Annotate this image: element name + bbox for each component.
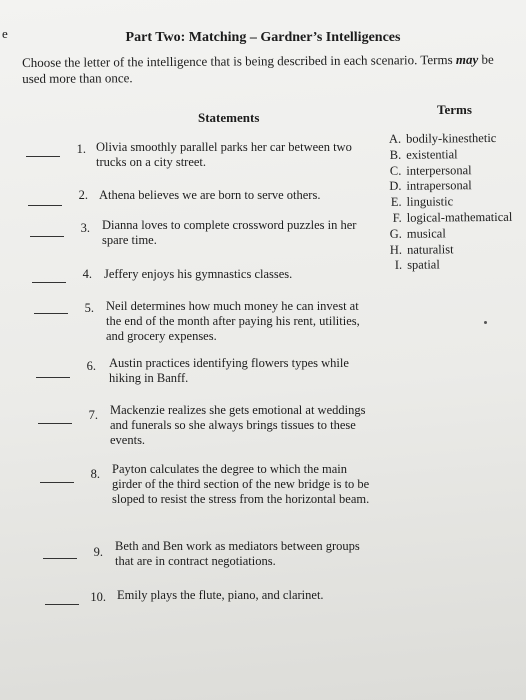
statement-text: Payton calculates the degree to which the main girder of the third section of the new bridge is to be sloped to resist the stress from the horizontal beam. <box>112 462 370 506</box>
term-item <box>377 241 513 258</box>
term-item <box>377 194 513 211</box>
term-item <box>376 147 512 164</box>
statements-header: Statements <box>198 110 260 125</box>
statement-text: Athena believes we are born to serve others. <box>99 188 321 202</box>
answer-blank[interactable] <box>45 604 79 605</box>
answer-blank[interactable] <box>26 156 60 157</box>
term-letter: A. <box>388 131 402 146</box>
instructions-emphasis: may <box>455 51 479 67</box>
term-letter: D. <box>389 179 402 194</box>
term-letter: E. <box>390 194 402 210</box>
statement-number: 10. <box>90 590 106 604</box>
term-label: spatial <box>407 257 440 273</box>
term-item <box>377 226 513 243</box>
statement-text: Neil determines how much money he can invest at the end of the month after paying his rent, utilities, and grocery expenses. <box>106 299 360 343</box>
term-label: linguistic <box>406 194 454 209</box>
term-item <box>377 257 513 274</box>
answer-blank[interactable] <box>32 282 66 283</box>
answer-blank[interactable] <box>30 236 64 237</box>
statement-number: 6. <box>86 359 96 373</box>
answer-blank[interactable] <box>34 313 68 314</box>
statement-text: Beth and Ben work as mediators between groups that are in contract negotiations. <box>115 539 360 568</box>
answer-blank[interactable] <box>28 205 62 206</box>
statement-text: Austin practices identifying flowers types while hiking in Banff. <box>109 356 349 385</box>
term-label: bodily-kinesthetic <box>405 130 497 146</box>
terms-list <box>376 131 513 274</box>
term-letter: I. <box>394 258 403 273</box>
term-label: intrapersonal <box>406 178 472 194</box>
statement-text: Dianna loves to complete crossword puzzles in her spare time. <box>102 218 357 247</box>
statement-number: 5. <box>84 301 94 315</box>
statement-number: 7. <box>88 408 98 422</box>
term-item <box>376 131 512 148</box>
answer-blank[interactable] <box>38 423 72 424</box>
corner-mark: e <box>2 26 8 41</box>
term-item <box>376 162 512 179</box>
answer-blank[interactable] <box>40 482 74 483</box>
terms-header: Terms <box>437 102 472 117</box>
term-label: existential <box>406 147 458 162</box>
term-label: musical <box>406 226 446 241</box>
term-label: interpersonal <box>406 162 472 178</box>
term-item <box>376 178 512 195</box>
page-title: Part Two: Matching – Gardner’s Intelligences <box>125 30 401 45</box>
term-letter: B. <box>389 147 402 162</box>
statement-number: 9. <box>93 545 103 559</box>
statement-number: 4. <box>82 267 92 281</box>
term-letter: C. <box>389 163 402 178</box>
instructions-text-1: Choose the letter of the intelligence that is being described in each scenario. Terms <box>22 51 456 70</box>
term-label: naturalist <box>406 241 454 257</box>
statement-number: 1. <box>76 142 86 156</box>
term-label: logical-mathematical <box>406 209 513 225</box>
term-item <box>377 210 513 227</box>
term-letter: H. <box>389 242 403 257</box>
speck <box>484 321 487 324</box>
term-letter: G. <box>389 226 402 241</box>
answer-blank[interactable] <box>43 558 77 559</box>
answer-blank[interactable] <box>36 377 70 378</box>
statement-text: Mackenzie realizes she gets emotional at weddings and funerals so she always brings tissues to these events. <box>110 403 366 447</box>
statement-number: 2. <box>78 188 88 202</box>
statement-number: 3. <box>80 221 90 235</box>
statement-text: Olivia smoothly parallel parks her car between two trucks on a city street. <box>96 140 352 169</box>
statement-text: Emily plays the flute, piano, and clarinet. <box>117 588 324 602</box>
statement-number: 8. <box>90 467 100 481</box>
term-letter: F. <box>392 210 402 225</box>
statement-text: Jeffery enjoys his gymnastics classes. <box>104 267 293 281</box>
instructions-text-2: be used more than once. <box>22 51 494 86</box>
instructions <box>22 52 518 87</box>
